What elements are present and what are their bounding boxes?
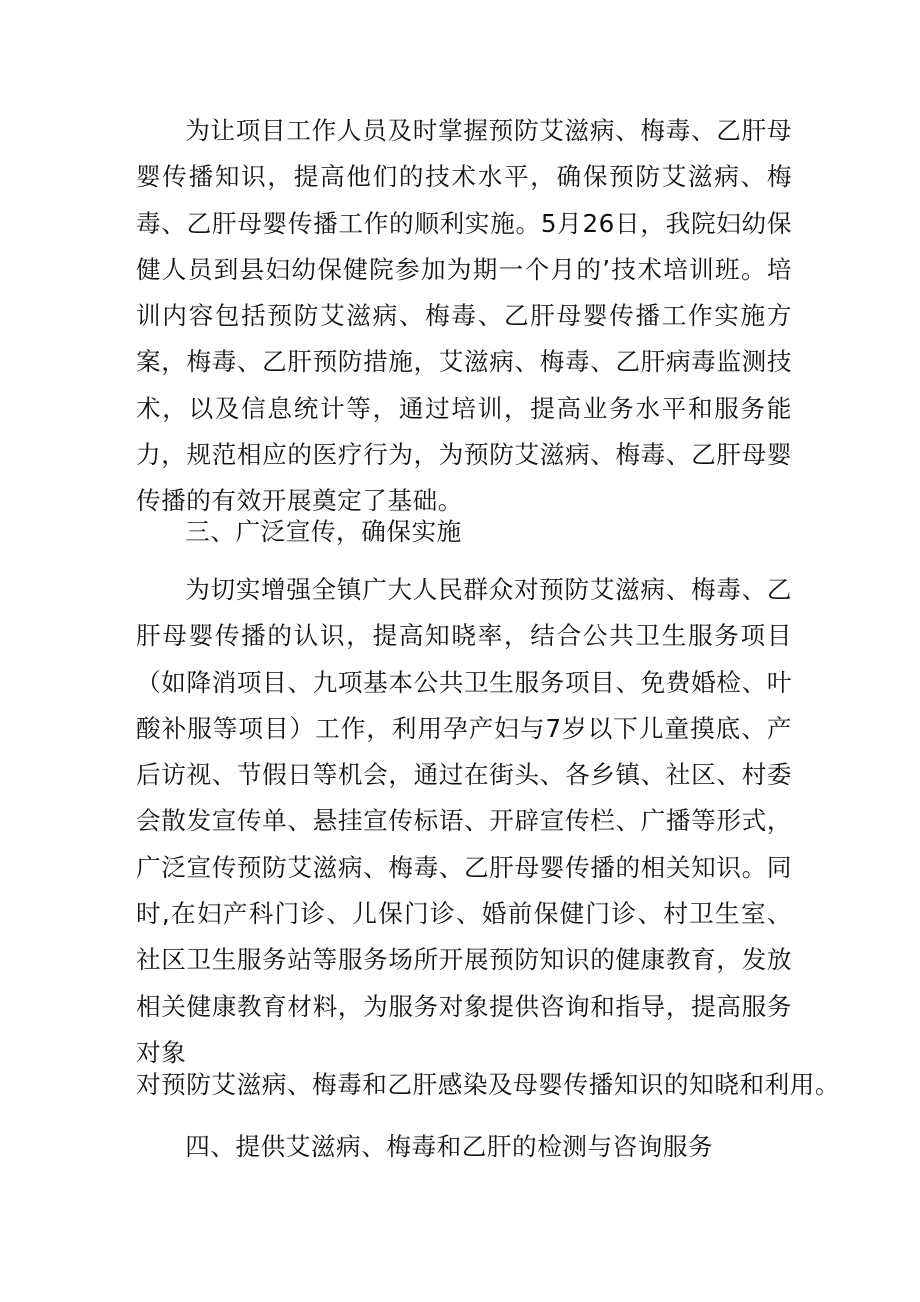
section-heading-3: 三、广泛宣传，确保实施 (185, 517, 462, 546)
paragraph-training: 为让项目工作人员及时掌握预防艾滋病、梅毒、乙肝母婴传播知识，提高他们的技术水平，确保预防艾滋病、梅毒、乙肝母婴传播工作的顺利实施。5月26日，我院妇幼保健人员到县妇幼保健院参加为期一个月的’技术培训班。培训内容包括预防艾滋病、梅毒、乙肝母婴传播工作实施方案，梅毒、乙肝预防措施，艾滋病、梅毒、乙肝病毒监测技术，以及信息统计等，通过培训，提高业务水平和服务能力，规范相应的医疗行为，为预防艾滋病、梅毒、乙肝母婴传播的有效开展奠定了基础。 (136, 116, 792, 516)
section-heading-4: 四、提供艾滋病、梅毒和乙肝的检测与咨询服务 (185, 1132, 714, 1161)
paragraph-publicity-continued: 对预防艾滋病、梅毒和乙肝感染及母婴传播知识的知晓和利用。 (136, 1070, 841, 1099)
paragraph-publicity: 为切实增强全镇广大人民群众对预防艾滋病、梅毒、乙肝母婴传播的认识，提高知晓率，结合公共卫生服务项目（如降消项目、九项基本公共卫生服务项目、免费婚检、叶酸补服等项目）工作，利用孕产妇与7岁以下儿童摸底、产后访视、节假日等机会，通过在街头、各乡镇、社区、村委会散发宣传单、悬挂宣传标语、开辟宣传栏、广播等形式，广泛宣传预防艾滋病、梅毒、乙肝母婴传播的相关知识。同时,在妇产科门诊、儿保门诊、婚前保健门诊、村卫生室、社区卫生服务站等服务场所开展预防知识的健康教育，发放相关健康教育材料，为服务对象提供咨询和指导，提高服务对象 (136, 575, 792, 1067)
